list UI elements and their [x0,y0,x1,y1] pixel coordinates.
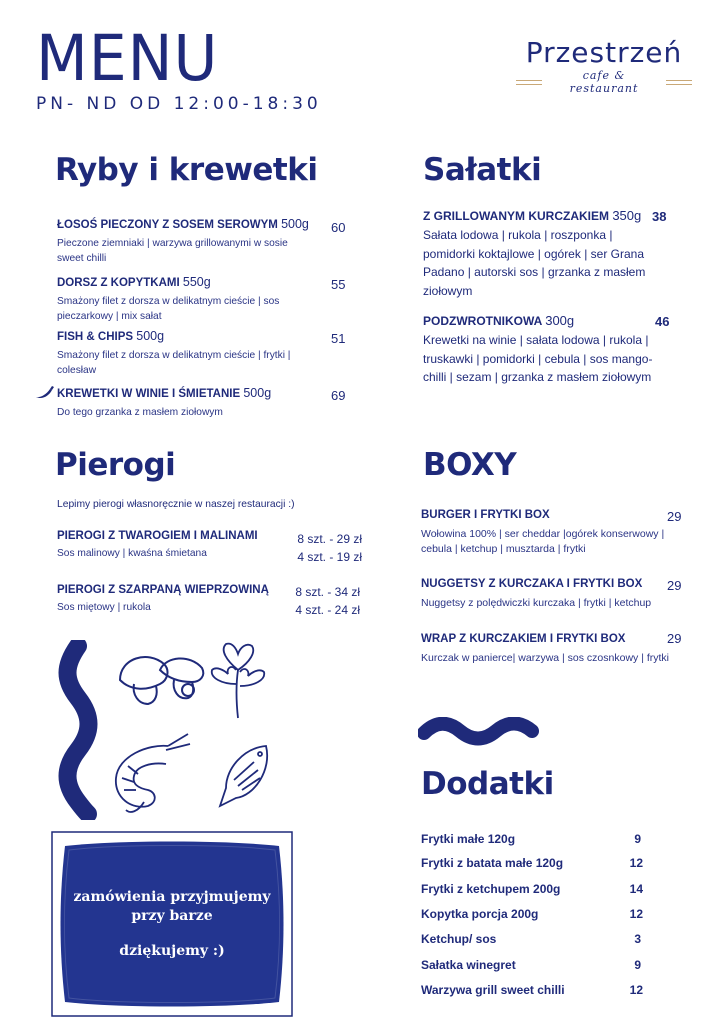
item-name: FISH & CHIPS 500g [57,329,165,343]
item-desc: Do tego grzanka z masłem ziołowym [57,407,223,418]
pierogi-intro: Lepimy pierogi własnoręcznie w naszej restauracji :) [57,499,295,510]
menu-item [421,509,681,557]
brand-logo [516,36,692,95]
menu-item [57,217,315,266]
item-desc: Nuggetsy z polędwiczki kurczaka | frytki | ketchup [421,597,652,609]
item-price: 29 [667,631,682,646]
wave-divider-icon [418,717,542,747]
menu-item [421,578,681,611]
menu-item [57,329,315,378]
item-price: 51 [331,331,346,346]
brand-subtitle [516,69,692,95]
addon-row: Frytki z batata małe 120g 12 [421,856,643,870]
item-desc: Sos malinowy | kwaśna śmietana [57,548,207,559]
item-desc: Sos miętowy | rukola [57,602,151,613]
addon-row: Kopytka porcja 200g 12 [421,907,643,921]
item-name: BURGER I FRYTKI BOX [421,509,550,521]
mushrooms-icon [112,640,208,710]
item-name: ŁOSOŚ PIECZONY Z SOSEM SEROWYM 500g [57,217,309,231]
parsley-icon [206,640,270,720]
wavy-stripe-icon [58,640,98,820]
menu-item [57,386,315,420]
menu-item [57,275,315,324]
item-desc: Krewetki na winie | sałata lodowa | rukola | truskawki | pomidorki | cebula | sos mango- chilli | sezam | grzanka z masłem ziołowym [423,333,653,384]
brand-lines-right [666,80,692,85]
menu-item [423,208,663,300]
menu-title: MENU [36,22,219,96]
menu-item [423,313,663,387]
item-price: 29 [667,509,682,524]
item-price: 55 [331,277,346,292]
item-desc: Smażony filet z dorsza w delikatnym cieście | sos pieczarkowy | mix sałat [57,296,280,322]
brand-name: Przestrzeń [525,36,683,69]
item-desc: Wołowina 100% | ser cheddar |ogórek konserwowy | cebula | ketchup | musztarda | frytki [421,528,665,555]
opening-hours: PN- ND OD 12:00-18:30 [36,94,322,114]
item-price: 60 [331,220,346,235]
item-price: 8 szt. - 29 zł 4 szt. - 19 zł [297,532,362,564]
item-desc: Smażony filet z dorsza w delikatnym cieście | frytki | colesław [57,350,291,376]
chili-pepper-icon [34,384,56,400]
item-desc: Sałata lodowa | rukola | roszponka | pomidorki koktajlowe | ogórek | ser Grana Padano | autorski sos | grzanka z masłem ziołowym [423,228,646,298]
item-name: PIEROGI Z TWAROGIEM I MALINAMI [57,530,258,542]
brand-lines-left [516,80,542,85]
item-name: Z GRILLOWANYM KURCZAKIEM 350g [423,208,642,223]
item-price: 69 [331,388,346,403]
item-price: 46 [655,314,670,329]
addon-row: Frytki małe 120g 9 [421,832,641,846]
section-title-boxy: BOXY [423,447,517,483]
addon-row: Sałatka winegret 9 [421,958,641,972]
section-title-ryby: Ryby i krewetki [55,152,318,188]
item-name: PIEROGI Z SZARPANĄ WIEPRZOWINĄ [57,584,269,596]
item-price: 8 szt. - 34 zł 4 szt. - 24 zł [295,585,360,617]
section-title-dodatki: Dodatki [421,766,554,802]
banner-text: zamówienia przyjmujemy przy barze dziękujemy :) [73,888,271,959]
item-name: NUGGETSY Z KURCZAKA I FRYTKI BOX [421,578,643,590]
item-price: 38 [652,209,667,224]
item-name: DORSZ Z KOPYTKAMI 550g [57,275,211,289]
item-desc: Kurczak w panierce| warzywa | sos czosnkowy | frytki [421,652,670,664]
item-desc: Pieczone ziemniaki | warzywa grillowanymi w sosie sweet chilli [57,238,288,264]
section-title-pierogi: Pierogi [55,447,176,483]
item-price: 29 [667,578,682,593]
banner-frame [50,830,294,1018]
addon-row: Ketchup/ sos 3 [421,932,641,946]
addon-row: Frytki z ketchupem 200g 14 [421,882,643,896]
menu-item [421,633,671,666]
item-name: KREWETKI W WINIE I ŚMIETANIE 500g [57,386,272,400]
menu-item [57,530,289,561]
item-name: PODZWROTNIKOWA 300g [423,313,575,328]
addon-row: Warzywa grill sweet chilli 12 [421,983,643,997]
brand-subtitle-text: cafe & restaurant [569,69,639,95]
item-name: WRAP Z KURCZAKIEM I FRYTKI BOX [421,633,626,645]
shrimp-icon [108,726,192,816]
section-title-salatki: Sałatki [423,152,542,188]
menu-item [57,584,289,615]
fish-icon [214,740,276,812]
